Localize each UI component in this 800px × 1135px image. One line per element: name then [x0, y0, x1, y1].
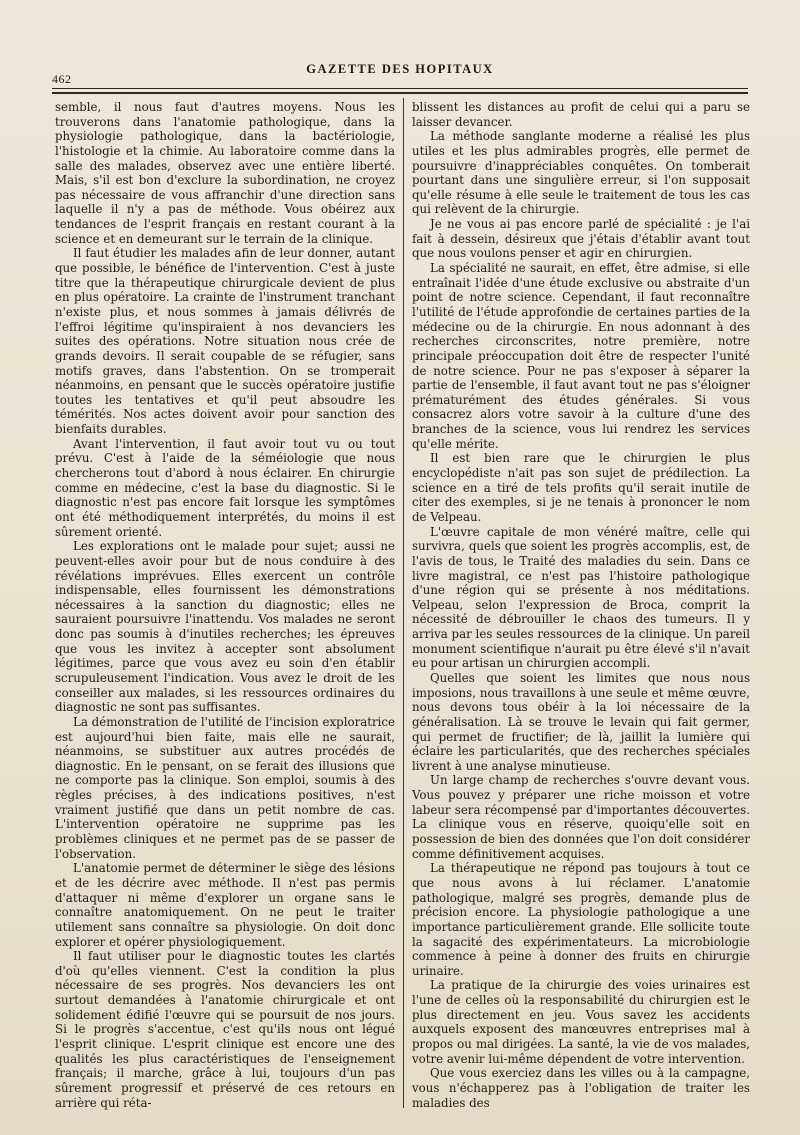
paragraph: Que vous exerciez dans les villes ou à la campagne, vous n'échapperez pas à l'obligation de traiter les maladies des	[412, 1066, 750, 1110]
paragraph: Il faut étudier les malades afin de leur donner, autant que possible, le bénéfice de l'intervention. C'est à juste titre que la thérapeutique chirurgicale devient de plus en plus opératoire. La crainte de l'instrument tranchant n'existe plus, et nous sommes à jamais délivrés de l'effroi légitime qu'inspiraient à nos devanciers les suites des opérations. Notre situation nous crée de grands devoirs. Il serait coupable de se réfugier, sans motifs graves, dans l'abstention. On se tromperait néanmoins, en pensant que le succès opératoire justifie toutes les tentatives et qu'il peut absoudre les témérités. Nos actes doivent avoir pour sanction des bienfaits durables.	[55, 246, 395, 437]
right-column	[412, 100, 750, 1115]
paragraph: La méthode sanglante moderne a réalisé les plus utiles et les plus admirables progrès, elle permet de poursuivre d'inappréciables conquêtes. On tomberait pourtant dans une singulière erreur, si l'on supposait qu'elle résume à elle seule le traitement de tous les cas qui relèvent de la chirurgie.	[412, 129, 750, 217]
paragraph: Un large champ de recherches s'ouvre devant vous. Vous pouvez y préparer une riche moisson et votre labeur sera récompensé par d'importantes découvertes. La clinique vous en réserve, quoiqu'elle soit en possession de bien des données que l'on doit considérer comme définitivement acquises.	[412, 773, 750, 861]
paragraph: La démonstration de l'utilité de l'incision exploratrice est aujourd'hui bien faite, mais elle ne saurait, néanmoins, se substituer aux autres procédés de diagnostic. En le pensant, on se ferait des illusions que ne comporte pas la clinique. Son emploi, soumis à des règles précises, à des indications positives, n'est vraiment justifié que dans un petit nombre de cas. L'intervention opératoire ne supprime pas les problèmes cliniques et ne permet pas de se passer de l'observation.	[55, 714, 395, 861]
paragraph: Il est bien rare que le chirurgien le plus encyclopédiste n'ait pas son sujet de prédilection. La science en a tiré de tels profits qu'il serait inutile de citer des exemples, si je ne tenais à prononcer le nom de Velpeau.	[412, 451, 750, 524]
left-column	[55, 100, 395, 1115]
header-rule-thin	[52, 88, 748, 89]
paragraph: L'anatomie permet de déterminer le siège des lésions et de les décrire avec méthode. Il n'est pas permis d'attaquer ni même d'explorer un organe sans le connaître anatomiquement. On ne peut le traiter utilement sans connaître sa physiologie. On doit donc explorer et opérer physiologiquement.	[55, 861, 395, 949]
paragraph: Avant l'intervention, il faut avoir tout vu ou tout prévu. C'est à l'aide de la séméiologie que nous chercherons tout d'abord à nous éclairer. En chirurgie comme en médecine, c'est la base du diagnostic. Si le diagnostic n'est pas encore fait lorsque les symptômes ont été méthodiquement interprétés, du moins il est sûrement orienté.	[55, 436, 395, 539]
paragraph: La pratique de la chirurgie des voies urinaires est l'une de celles où la responsabilité du chirurgien est le plus directement en jeu. Vous savez les accidents auxquels exposent des manœuvres entreprises mal à propos ou mal dirigées. La santé, la vie de vos malades, votre avenir lui-même dépendent de votre intervention.	[412, 978, 750, 1066]
column-divider	[403, 98, 404, 1108]
page-number: 462	[52, 72, 72, 86]
paragraph: Les explorations ont le malade pour sujet; aussi ne peuvent-elles avoir pour but de nous conduire à des révélations imprévues. Elles exercent un contrôle indispensable, elles fournissent les démonstrations nécessaires à la sanction du diagnostic; elles ne sauraient poursuivre l'inattendu. Vos malades ne seront donc pas soumis à d'inutiles recherches; les épreuves que vous les invitez à accepter sont absolument légitimes, parce que vous avez eu soin d'en établir scrupuleusement l'indication. Vous avez le droit de les conseiller aux malades, si les ressources ordinaires du diagnostic ne sont pas suffisantes.	[55, 539, 395, 715]
journal-title: GAZETTE DES HOPITAUX	[306, 62, 494, 76]
paragraph: La spécialité ne saurait, en effet, être admise, si elle entraînait l'idée d'une étude exclusive ou abstraite d'un point de notre science. Cependant, il faut reconnaître l'utilité de l'étude approfondie de certaines parties de la médecine ou de la chirurgie. En nous adonnant à des recherches circonscrites, notre première, notre principale préoccupation doit être de respecter l'unité de notre science. Pour ne pas s'exposer à séparer la partie de l'ensemble, il faut avant tout ne pas s'éloigner prématurément des études générales. Si vous consacrez alors votre savoir à la culture d'une des branches de la science, vous lui rendrez les services qu'elle mérite.	[412, 261, 750, 451]
page-header	[52, 58, 748, 84]
header-rule-thick	[52, 92, 748, 94]
paragraph: L'œuvre capitale de mon vénéré maître, celle qui survivra, quels que soient les progrès accomplis, est, de l'avis de tous, le Traité des maladies du sein. Dans ce livre magistral, ce n'est pas l'histoire pathologique d'une région qui se présente à nos méditations. Velpeau, selon l'expression de Broca, comprit la nécessité de débrouiller le chaos des tumeurs. Il y arriva par les seules ressources de la clinique. Un pareil monument scientifique n'aurait pu être élevé s'il n'avait eu pour artisan un chirurgien accompli.	[412, 524, 750, 671]
paragraph: Quelles que soient les limites que nous nous imposions, nous travaillons à une seule et même œuvre, nous devons tous obéir à la loi nécessaire de la généralisation. Là se trouve le levain qui fait germer, qui permet de fructifier; de là, jaillit la lumière qui éclaire les particularités, que des recherches spéciales livrent à une analyse minutieuse.	[412, 670, 750, 773]
paragraph: Je ne vous ai pas encore parlé de spécialité : je l'ai fait à dessein, désireux que j'étais d'établir avant tout que nous voulons penser et agir en chirurgien.	[412, 217, 750, 261]
paragraph: blissent les distances au profit de celui qui a paru se laisser devancer.	[412, 100, 750, 129]
paragraph: La thérapeutique ne répond pas toujours à tout ce que nous avons à lui réclamer. L'anatomie pathologique, malgré ses progrès, demande plus de précision encore. La physiologie pathologique a une importance particulièrement grande. Elle sollicite toute la sagacité des expérimentateurs. La microbiologie commence à peine à donner des fruits en chirurgie urinaire.	[412, 861, 750, 978]
paragraph: semble, il nous faut d'autres moyens. Nous les trouverons dans l'anatomie pathologique, dans la physiologie pathologique, dans la bactériologie, l'histologie et la chimie. Au laboratoire comme dans la salle des malades, observez avec une entière liberté. Mais, s'il est bon d'exclure la subordination, ne croyez pas nécessaire de vous affranchir d'une direction sans laquelle il n'y a pas de méthode. Vous obéirez aux tendances de l'esprit français en restant courant à la science et en demeurant sur le terrain de la clinique.	[55, 100, 395, 246]
paragraph: Il faut utiliser pour le diagnostic toutes les clartés d'où qu'elles viennent. C'est la condition la plus nécessaire de ses progrès. Nos devanciers les ont surtout demandées à l'anatomie chirurgicale et ont solidement édifié l'œuvre qui se poursuit de nos jours. Si le progrès s'accentue, c'est qu'ils nous ont légué l'esprit clinique. L'esprit clinique est encore une des qualités les plus caractéristiques de l'enseignement français; il marche, grâce à lui, toujours d'un pas sûrement progressif et préservé de ces retours en arrière qui réta-	[55, 949, 395, 1110]
